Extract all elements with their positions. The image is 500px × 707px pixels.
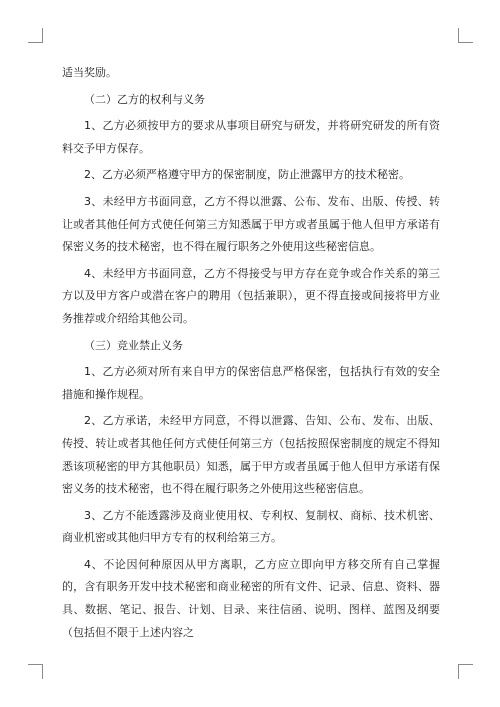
paragraph: 1、乙方必须按甲方的要求从事项目研究与研发，并将研究研发的所有资料交予甲方保存。 xyxy=(62,119,440,155)
paragraph: 3、乙方不能透露涉及商业使用权、专利权、复制权、商标、技术机密、商业机密或其他归甲方专有的权利给第三方。 xyxy=(62,508,440,545)
paragraph: 4、不论因何种原因从甲方离职，乙方应立即向甲方移交所有自己掌握的，含有职务开发中技术秘密和商业秘密的所有文件、记录、信息、资料、器具、数据、笔记、报告、计划、目录、来往信函、说明、图样、蓝图及纲要（包括但不限于上述内容之 xyxy=(62,557,440,639)
section-heading: （二）乙方的权利与义务 xyxy=(84,92,205,106)
paragraph: 适当奖励。 xyxy=(62,66,117,79)
crop-mark-top-left xyxy=(28,28,43,43)
crop-mark-bottom-left xyxy=(28,664,43,679)
paragraph: 4、未经甲方书面同意，乙方不得接受与甲方存在竞争或合作关系的第三方以及甲方客户或潜在客户的聘用（包括兼职），更不得直接或间接将甲方业务推荐或介绍给其他公司。 xyxy=(62,266,440,325)
crop-mark-bottom-right xyxy=(458,664,473,679)
paragraph: 2、乙方必须严格遵守甲方的保密制度，防止泄露甲方的技术秘密。 xyxy=(84,168,410,182)
document-body xyxy=(62,62,440,648)
crop-mark-top-right xyxy=(458,28,473,43)
section-heading: （三）竞业禁止义务 xyxy=(84,338,183,352)
paragraph: 1、乙方必须对所有来自甲方的保密信息严格保密，包括执行有效的安全措施和操作规程。 xyxy=(62,365,440,401)
paragraph: 2、乙方承诺，未经甲方同意，不得以泄露、告知、公布、发布、出版、传授、转让或者其他任何方式使任何第三方（包括按照保密制度的规定不得知悉该项秘密的甲方其他职员）知悉，属于甲方或者虽属于他人但甲方承诺有保密义务的技术秘密，也不得在履行职务之外使用这些秘密信息。 xyxy=(62,414,440,496)
paragraph: 3、未经甲方书面同意，乙方不得以泄露、公布、发布、出版、传授、转让或者其他任何方式使任何第三方知悉属于甲方或者虽属于他人但甲方承诺有保密义务的技术秘密，也不得在履行职务之外使用这些秘密信息。 xyxy=(62,194,440,254)
